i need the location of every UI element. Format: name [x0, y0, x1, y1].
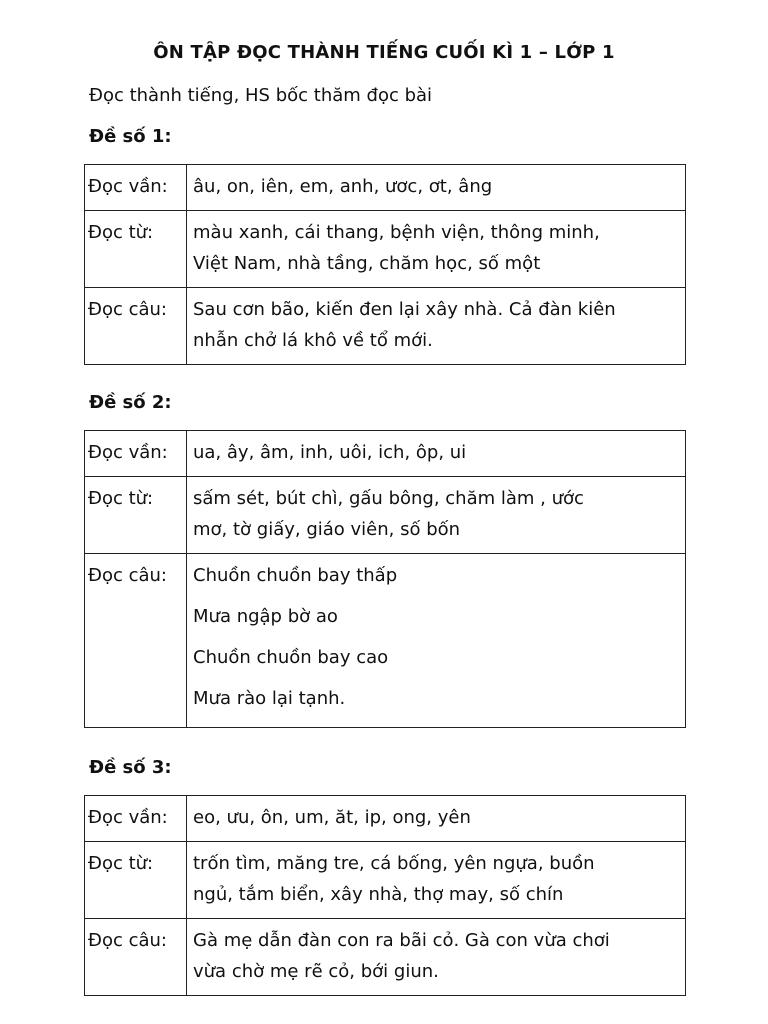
table-row: [85, 211, 686, 288]
cau-line: Gà mẹ dẫn đàn con ra bãi cỏ. Gà con vừa chơi: [193, 930, 610, 951]
tu-line: sấm sét, bút chì, gấu bông, chăm làm , ước: [193, 488, 584, 509]
van-cell: âu, on, iên, em, anh, ươc, ơt, âng: [187, 165, 686, 211]
tu-line: Việt Nam, nhà tầng, chăm học, số một: [193, 253, 541, 274]
exam-1-table: [84, 164, 686, 365]
exam-3-table: [84, 795, 686, 996]
cau-cell: [187, 554, 686, 728]
tu-label: Đọc từ:: [85, 477, 187, 554]
cau-label: Đọc câu:: [85, 288, 187, 365]
cau-cell: [187, 919, 686, 996]
cau-line: nhẫn chở lá khô về tổ mới.: [193, 330, 433, 351]
table-row: [85, 842, 686, 919]
table-row: [85, 554, 686, 728]
tu-cell: [187, 842, 686, 919]
tu-label: Đọc từ:: [85, 211, 187, 288]
exam-3-heading: Đề số 3:: [89, 757, 172, 778]
cau-line: Chuồn chuồn bay cao: [193, 647, 389, 668]
tu-line: ngủ, tắm biển, xây nhà, thợ may, số chín: [193, 884, 564, 905]
tu-label: Đọc từ:: [85, 842, 187, 919]
exam-2-table: [84, 430, 686, 728]
cau-cell: [187, 288, 686, 365]
exam-1-heading: Đề số 1:: [89, 126, 172, 147]
table-row: [85, 477, 686, 554]
cau-line: Mưa rào lại tạnh.: [193, 688, 346, 709]
cau-line: Mưa ngập bờ ao: [193, 606, 338, 627]
cau-line: vừa chờ mẹ rẽ cỏ, bới giun.: [193, 961, 439, 982]
table-row: [85, 165, 686, 211]
table-row: [85, 796, 686, 842]
tu-line: trốn tìm, măng tre, cá bống, yên ngựa, buồn: [193, 853, 595, 874]
table-row: [85, 431, 686, 477]
van-label: Đọc vần:: [85, 165, 187, 211]
instruction-text: Đọc thành tiếng, HS bốc thăm đọc bài: [89, 85, 433, 106]
page-title: ÔN TẬP ĐỌC THÀNH TIẾNG CUỐI KÌ 1 – LỚP 1: [153, 42, 615, 63]
cau-label: Đọc câu:: [85, 554, 187, 728]
table-row: [85, 288, 686, 365]
tu-line: màu xanh, cái thang, bệnh viện, thông minh,: [193, 222, 600, 243]
tu-line: mơ, tờ giấy, giáo viên, số bốn: [193, 519, 461, 540]
cau-label: Đọc câu:: [85, 919, 187, 996]
exam-2-heading: Đề số 2:: [89, 392, 172, 413]
cau-line: Sau cơn bão, kiến đen lại xây nhà. Cả đàn kiên: [193, 299, 616, 320]
van-cell: ua, ây, âm, inh, uôi, ich, ôp, ui: [187, 431, 686, 477]
tu-cell: [187, 477, 686, 554]
van-label: Đọc vần:: [85, 796, 187, 842]
van-label: Đọc vần:: [85, 431, 187, 477]
van-cell: eo, ưu, ôn, um, ăt, ip, ong, yên: [187, 796, 686, 842]
table-row: [85, 919, 686, 996]
tu-cell: [187, 211, 686, 288]
cau-line: Chuồn chuồn bay thấp: [193, 565, 398, 586]
